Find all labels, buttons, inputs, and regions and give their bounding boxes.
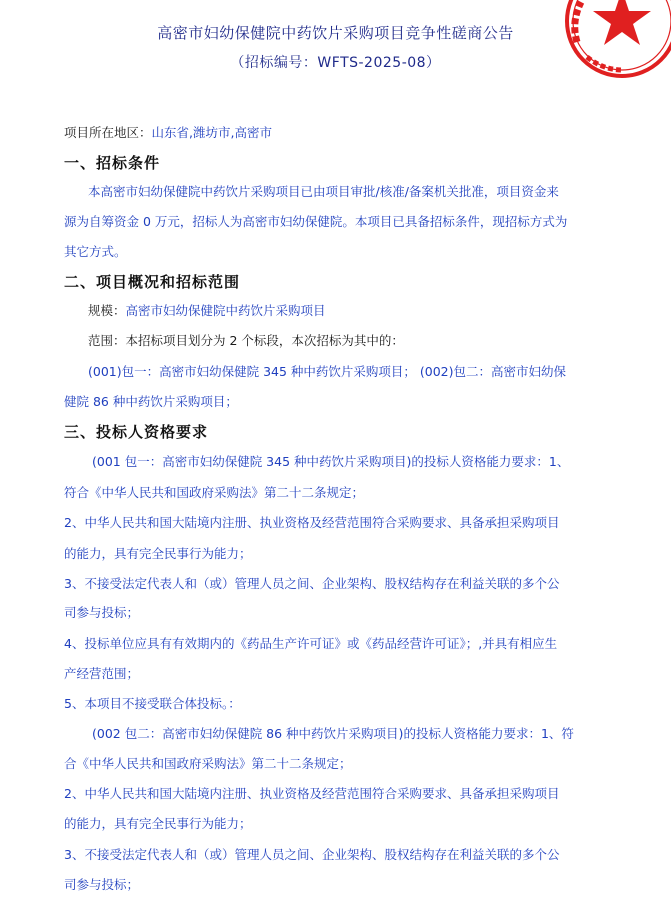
lot1-req5-line: 5、本项目不接受联合体投标。： [64,696,241,711]
document-title: 高密市妇幼保健院中药饮片采购项目竞争性磋商公告 [157,24,514,42]
location-value: 山东省,潍坊市,高密市 [151,125,272,140]
lot1-req3-line-1: 3、不接受法定代表人和（或）管理人员之间、企业架构、股权结构存在利益关联的多个公 [64,576,560,591]
lot1-req4-line-1: 4、投标单位应具有有效期内的《药品生产许可证》或《药品经营许可证》；,并具有相应生 [64,636,558,651]
scale-line [88,302,628,320]
location-label: 项目所在地区： [64,125,152,140]
scale-label: 规模： [88,303,126,318]
lot1-req2-line-1: 2、中华人民共和国大陆境内注册、执业资格及经营范围符合采购要求、具备承担采购项目 [64,515,560,530]
section-3-heading: 三、投标人资格要求 [64,423,209,441]
location-line [64,124,604,142]
lot2-req2-line-2: 的能力，具有完全民事行为能力； [64,816,252,831]
section-2-heading: 二、项目概况和招标范围 [64,273,241,291]
sec1-paragraph-line-2: 源为自筹资金 0 万元，招标人为高密市妇幼保健院。本项目已具备招标条件，现招标方式为 [64,214,568,229]
lot1-req2-line-2: 的能力，具有完全民事行为能力； [64,546,252,561]
lot1-req-line-2: 符合《中华人民共和国政府采购法》第二十二条规定； [64,485,365,500]
scope-line: 范围：本招标项目划分为 2 个标段，本次招标为其中的： [88,333,404,348]
sec1-paragraph-line-3: 其它方式。 [64,244,127,259]
lot2-req2-line-1: 2、中华人民共和国大陆境内注册、执业资格及经营范围符合采购要求、具备承担采购项目 [64,786,560,801]
lots-line-1: (001)包一：高密市妇幼保健院 345 种中药饮片采购项目； (002)包二：高密市妇幼保 [88,364,567,379]
section-1-heading: 一、招标条件 [64,154,161,172]
bid-number: （招标编号：WFTS-2025-08） [230,55,441,71]
lot2-req-line-2: 合《中华人民共和国政府采购法》第二十二条规定； [64,756,352,771]
lot2-req-line-1: (002 包二：高密市妇幼保健院 86 种中药饮片采购项目)的投标人资格能力要求：1、符 [92,726,574,741]
lot2-req3-line-1: 3、不接受法定代表人和（或）管理人员之间、企业架构、股权结构存在利益关联的多个公 [64,847,560,862]
lot1-req4-line-2: 产经营范围； [64,666,140,681]
lot1-req3-line-2: 司参与投标； [64,605,140,620]
lot2-req3-line-2: 司参与投标； [64,877,140,892]
scale-value: 高密市妇幼保健院中药饮片采购项目 [125,303,326,318]
lot1-req-line-1: (001 包一：高密市妇幼保健院 345 种中药饮片采购项目)的投标人资格能力要求：1、 [92,454,570,469]
sec1-paragraph-line-1: 本高密市妇幼保健院中药饮片采购项目已由项目审批/核准/备案机关批准，项目资金来 [88,184,559,199]
lots-line-2: 健院 86 种中药饮片采购项目； [64,394,238,409]
